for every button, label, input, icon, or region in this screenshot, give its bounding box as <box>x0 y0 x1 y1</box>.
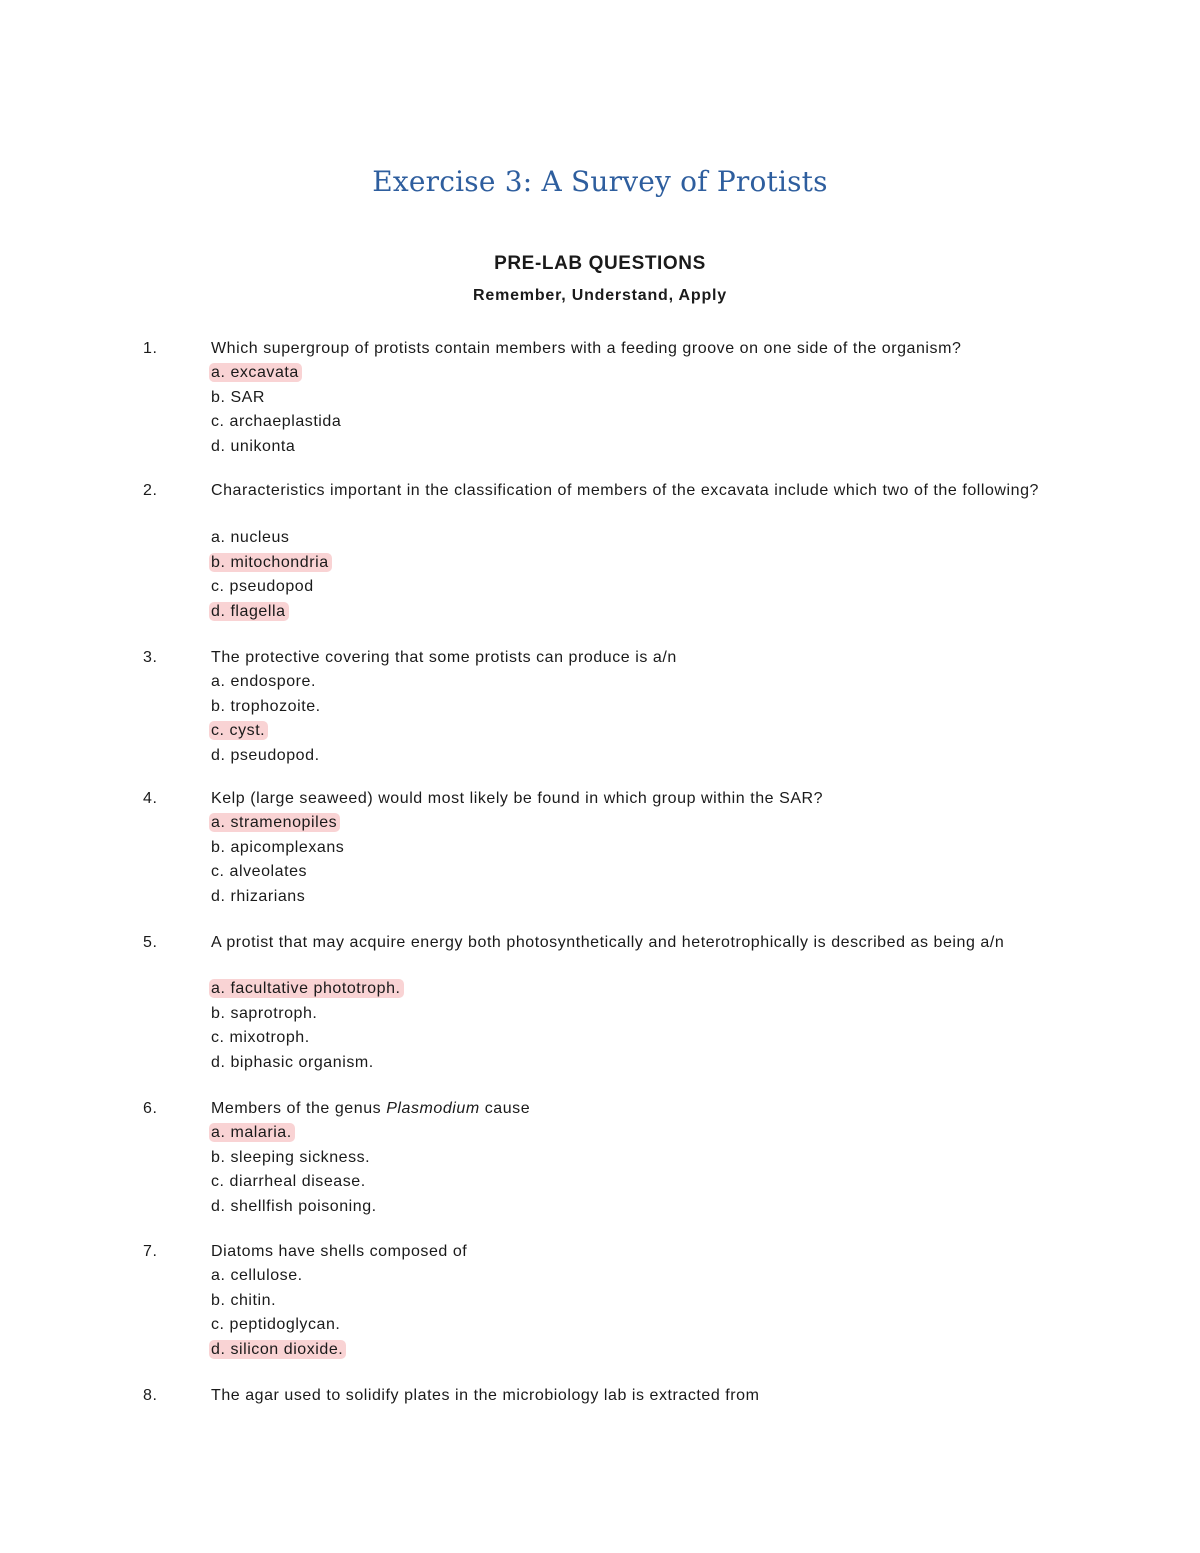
answer-option-d: d. rhizarians <box>211 888 306 906</box>
answer-options <box>211 811 347 910</box>
answer-option-d: d. biphasic organism. <box>211 1054 374 1072</box>
answer-option-a-selected: a. facultative phototroph. <box>211 977 404 1002</box>
answer-option-d-selected: d. flagella <box>211 600 332 625</box>
genus-name: Plasmodium <box>386 1100 480 1117</box>
answer-option-b: b. apicomplexans <box>211 838 345 856</box>
answer-options <box>211 361 344 460</box>
answer-options <box>211 526 332 625</box>
answer-options <box>211 977 404 1076</box>
answer-options <box>211 1121 380 1220</box>
question-text: Members of the genus Plasmodium cause <box>211 1100 531 1117</box>
answer-option-b-selected: b. mitochondria <box>211 551 332 576</box>
question-text: Kelp (large seaweed) would most likely be found in which group within the SAR? <box>211 790 824 807</box>
answer-option-b: b. sleeping sickness. <box>211 1148 371 1166</box>
answer-option-c: c. mixotroph. <box>211 1029 310 1047</box>
answer-option-c: c. diarrheal disease. <box>211 1173 366 1191</box>
question-text: The agar used to solidify plates in the microbiology lab is extracted from <box>211 1387 760 1404</box>
question-number: 4. <box>143 790 158 807</box>
answer-option-c-selected: c. cyst. <box>211 719 324 744</box>
answer-option-c: c. alveolates <box>211 863 308 881</box>
question-text: Characteristics important in the classification of members of the excavata include which two of the following? <box>211 482 1039 499</box>
answer-option-a-selected: a. stramenopiles <box>211 811 347 836</box>
answer-option-d-selected: d. silicon dioxide. <box>211 1338 346 1363</box>
answer-option-b: b. chitin. <box>211 1291 277 1309</box>
answer-options <box>211 1264 346 1363</box>
question-text: A protist that may acquire energy both photosynthetically and heterotrophically is described as being a/n <box>211 934 1005 951</box>
question-number: 2. <box>143 482 158 499</box>
question-text: Which supergroup of protists contain members with a feeding groove on one side of the organism? <box>211 340 962 357</box>
answer-option-a-selected: a. excavata <box>211 361 344 386</box>
answer-option-b: b. saprotroph. <box>211 1004 318 1022</box>
answer-option-a-selected: a. malaria. <box>211 1121 380 1146</box>
answer-option-d: d. unikonta <box>211 438 296 456</box>
answer-option-a: a. nucleus <box>211 529 290 546</box>
answer-options <box>211 670 324 769</box>
question-text: The protective covering that some protists can produce is a/n <box>211 649 677 666</box>
document-title: Exercise 3: A Survey of Protists <box>372 165 828 198</box>
question-number: 5. <box>143 934 158 951</box>
answer-option-b: b. trophozoite. <box>211 697 321 715</box>
answer-option-a: a. cellulose. <box>211 1267 303 1284</box>
answer-option-c: c. archaeplastida <box>211 413 342 431</box>
section-heading: PRE-LAB QUESTIONS <box>494 253 706 274</box>
question-number: 1. <box>143 340 158 357</box>
question-number: 3. <box>143 649 158 666</box>
answer-option-c: c. peptidoglycan. <box>211 1316 341 1334</box>
answer-option-a: a. endospore. <box>211 673 317 690</box>
question-number: 6. <box>143 1100 158 1117</box>
question-number: 8. <box>143 1387 158 1404</box>
answer-option-b: b. SAR <box>211 388 265 406</box>
question-number: 7. <box>143 1243 158 1260</box>
answer-option-d: d. shellfish poisoning. <box>211 1198 377 1216</box>
answer-option-c: c. pseudopod <box>211 578 314 596</box>
question-text: Diatoms have shells composed of <box>211 1243 468 1260</box>
answer-option-d: d. pseudopod. <box>211 747 320 765</box>
section-subheading: Remember, Understand, Apply <box>473 287 727 304</box>
